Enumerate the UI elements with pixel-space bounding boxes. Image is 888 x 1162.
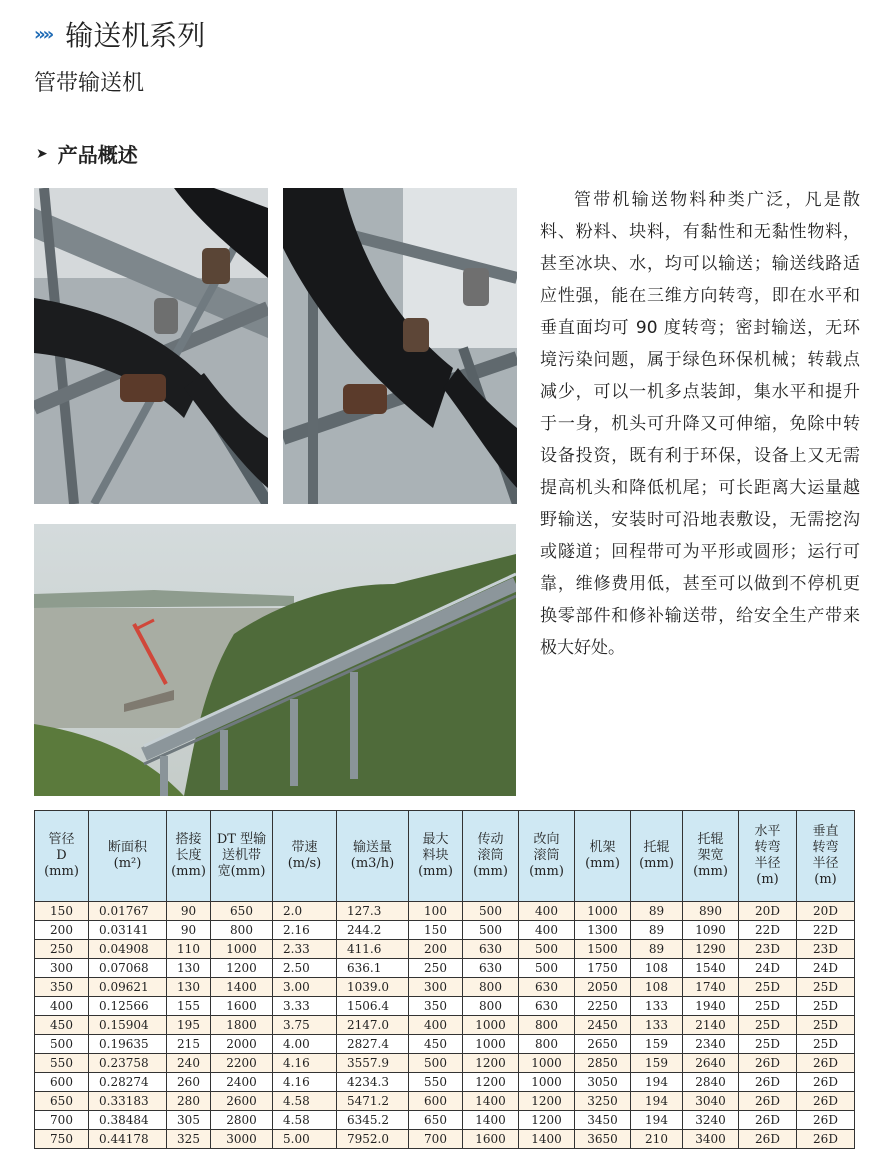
table-cell: 2340 [683,1035,739,1054]
table-cell: 1000 [211,940,273,959]
table-cell: 2840 [683,1073,739,1092]
column-header-line: 长度 [175,848,202,863]
table-cell: 24D [739,959,797,978]
table-cell: 2200 [211,1054,273,1073]
table-cell: 133 [631,997,683,1016]
table-cell: 159 [631,1054,683,1073]
table-cell: 5471.2 [337,1092,409,1111]
table-row [35,978,855,997]
table-cell: 25D [797,1035,855,1054]
table-cell: 26D [739,1111,797,1130]
table-cell: 800 [463,978,519,997]
table-cell: 130 [167,978,211,997]
column-header [211,811,273,902]
page-subtitle: 管带输送机 [34,71,145,96]
table-cell: 630 [463,940,519,959]
table-row [35,921,855,940]
table-cell: 4.58 [273,1092,337,1111]
table-row [35,1035,855,1054]
table-cell: 25D [739,997,797,1016]
column-header-line: (mm) [585,856,620,871]
table-cell: 2640 [683,1054,739,1073]
column-header-line: 滚筒 [477,848,504,863]
column-header-line: 水平 [754,824,781,839]
table-cell: 90 [167,921,211,940]
column-header-line: (mm) [693,864,728,879]
table-cell: 6345.2 [337,1111,409,1130]
table-row [35,1016,855,1035]
table-cell: 325 [167,1130,211,1149]
column-header-line: 半径 [754,856,781,871]
table-cell: 194 [631,1092,683,1111]
table-cell: 0.07068 [89,959,167,978]
table-cell: 0.28274 [89,1073,167,1092]
table-cell: 650 [409,1111,463,1130]
table-cell: 1400 [463,1111,519,1130]
column-header-line: (m) [756,872,779,887]
table-cell: 130 [167,959,211,978]
table-cell: 1940 [683,997,739,1016]
table-cell: 0.23758 [89,1054,167,1073]
table-cell: 0.01767 [89,902,167,921]
table-cell: 0.04908 [89,940,167,959]
column-header-line: 滚筒 [533,848,560,863]
table-cell: 650 [35,1092,89,1111]
table-cell: 500 [463,902,519,921]
series-title [34,14,205,54]
table-cell: 26D [797,1092,855,1111]
table-cell: 3240 [683,1111,739,1130]
table-cell: 26D [797,1054,855,1073]
column-header [797,811,855,902]
table-cell: 411.6 [337,940,409,959]
table-cell: 1750 [575,959,631,978]
table-cell: 2147.0 [337,1016,409,1035]
table-cell: 500 [409,1054,463,1073]
column-header [463,811,519,902]
column-header [273,811,337,902]
table-cell: 500 [519,959,575,978]
column-header-line: (mm) [473,864,508,879]
table-cell: 350 [409,997,463,1016]
table-row [35,1092,855,1111]
table-cell: 2450 [575,1016,631,1035]
column-header-line: (m/s) [287,856,322,871]
table-cell: 1500 [575,940,631,959]
table-cell: 630 [519,978,575,997]
chevrons-icon: »» [34,23,52,45]
column-header-line: D [56,848,67,863]
table-cell: 2000 [211,1035,273,1054]
table-cell: 2.50 [273,959,337,978]
triangle-bullet-icon: ➤ [36,145,48,162]
column-header-line: 输送量 [352,840,392,855]
table-cell: 2800 [211,1111,273,1130]
table-cell: 700 [35,1111,89,1130]
table-cell: 3.75 [273,1016,337,1035]
table-cell: 26D [797,1130,855,1149]
table-cell: 2850 [575,1054,631,1073]
table-cell: 1540 [683,959,739,978]
column-header-line: 搭接 [175,832,202,847]
table-cell: 26D [797,1111,855,1130]
table-cell: 215 [167,1035,211,1054]
table-cell: 250 [409,959,463,978]
table-cell: 5.00 [273,1130,337,1149]
table-cell: 150 [409,921,463,940]
table-cell: 4.16 [273,1054,337,1073]
table-cell: 244.2 [337,921,409,940]
table-cell: 200 [409,940,463,959]
column-header-line: (mm) [44,864,79,879]
table-cell: 150 [35,902,89,921]
table-cell: 25D [797,978,855,997]
table-cell: 600 [409,1092,463,1111]
column-header [409,811,463,902]
column-header [167,811,211,902]
column-header-line: 半径 [812,856,839,871]
table-cell: 300 [35,959,89,978]
table-cell: 127.3 [337,902,409,921]
column-header-line: (mm) [529,864,564,879]
table-cell: 2140 [683,1016,739,1035]
table-cell: 2400 [211,1073,273,1092]
column-header-line: 托辊 [697,832,724,847]
table-cell: 0.15904 [89,1016,167,1035]
table-cell: 26D [797,1073,855,1092]
section-title-text: 产品概述 [57,143,138,167]
column-header-line: (mm) [639,856,674,871]
table-cell: 24D [797,959,855,978]
table-cell: 800 [519,1016,575,1035]
table-cell: 20D [797,902,855,921]
table-cell: 25D [739,978,797,997]
table-cell: 108 [631,978,683,997]
table-cell: 26D [739,1092,797,1111]
table-cell: 260 [167,1073,211,1092]
table-cell: 1039.0 [337,978,409,997]
table-cell: 800 [211,921,273,940]
table-cell: 1740 [683,978,739,997]
table-cell: 2.0 [273,902,337,921]
table-cell: 1000 [463,1035,519,1054]
table-cell: 89 [631,940,683,959]
table-cell: 0.03141 [89,921,167,940]
table-cell: 1000 [463,1016,519,1035]
column-header-line: DT 型输 [216,832,267,847]
column-header-line: 托辊 [643,840,670,855]
product-description: 管带机输送物料种类广泛，凡是散料、粉料、块料，有黏性和无黏性物料，甚至冰块、水，均可以输送；输送线路适应性强，能在三维方向转弯，即在水平和垂直面均可 90 度转弯；密封输送，无环境污染问题，属于绿色环保机械；转载点减少，可以一机多点装卸，集水平和提升于一身，机头可升降又可伸缩，免除中转设备投资，既有利于环保，设备上又无需提高机头和降低机尾；可长距离大运量越野输送，安装时可沿地表敷设，无需挖沟或隧道；回程带可为平形或圆形；运行可靠，维修费用低，甚至可以做到不停机更换零部件和修补输送带，给安全生产带来极大好处。 [540,190,860,658]
table-cell: 630 [519,997,575,1016]
table-row [35,997,855,1016]
table-cell: 1200 [463,1073,519,1092]
table-cell: 400 [519,902,575,921]
table-cell: 1200 [463,1054,519,1073]
table-cell: 650 [211,902,273,921]
table-cell: 89 [631,921,683,940]
column-header [575,811,631,902]
table-cell: 2050 [575,978,631,997]
table-cell: 1000 [575,902,631,921]
table-cell: 0.12566 [89,997,167,1016]
table-cell: 1000 [519,1054,575,1073]
table-cell: 3557.9 [337,1054,409,1073]
table-cell: 0.38484 [89,1111,167,1130]
table-cell: 1600 [463,1130,519,1149]
column-header-line: (mm) [418,864,453,879]
table-cell: 1090 [683,921,739,940]
table-cell: 630 [463,959,519,978]
table-cell: 500 [519,940,575,959]
table-cell: 26D [739,1073,797,1092]
table-cell: 400 [519,921,575,940]
series-title-text: 输送机系列 [65,19,206,52]
table-cell: 3250 [575,1092,631,1111]
column-header-line: 断面积 [107,840,147,855]
table-cell: 194 [631,1111,683,1130]
table-cell: 100 [409,902,463,921]
photo-pipe-conveyor-overland [34,524,516,796]
table-row [35,940,855,959]
table-cell: 240 [167,1054,211,1073]
table-cell: 1400 [211,978,273,997]
table-cell: 890 [683,902,739,921]
table-cell: 1200 [211,959,273,978]
table-cell: 636.1 [337,959,409,978]
column-header-line: 宽(mm) [217,864,266,879]
table-cell: 3000 [211,1130,273,1149]
table-cell: 3400 [683,1130,739,1149]
table-cell: 26D [739,1130,797,1149]
table-cell: 450 [35,1016,89,1035]
table-cell: 195 [167,1016,211,1035]
table-cell: 159 [631,1035,683,1054]
table-cell: 1300 [575,921,631,940]
table-cell: 3.00 [273,978,337,997]
table-row [35,1111,855,1130]
table-cell: 300 [409,978,463,997]
column-header [739,811,797,902]
table-cell: 2650 [575,1035,631,1054]
table-cell: 800 [463,997,519,1016]
table-cell: 2600 [211,1092,273,1111]
spec-table-header [35,811,855,902]
table-row [35,1130,855,1149]
column-header-line: 转弯 [812,840,839,855]
column-header [683,811,739,902]
table-cell: 3650 [575,1130,631,1149]
table-cell: 1400 [519,1130,575,1149]
column-header [89,811,167,902]
column-header-line: 传动 [477,832,504,847]
column-header [337,811,409,902]
table-cell: 0.44178 [89,1130,167,1149]
table-cell: 200 [35,921,89,940]
table-cell: 0.09621 [89,978,167,997]
table-cell: 1200 [519,1092,575,1111]
table-cell: 800 [519,1035,575,1054]
table-cell: 2.33 [273,940,337,959]
table-cell: 2.16 [273,921,337,940]
column-header-line: 管径 [48,832,75,847]
table-cell: 4.16 [273,1073,337,1092]
table-cell: 90 [167,902,211,921]
table-cell: 500 [463,921,519,940]
table-cell: 3040 [683,1092,739,1111]
table-cell: 2250 [575,997,631,1016]
table-cell: 110 [167,940,211,959]
table-cell: 500 [35,1035,89,1054]
column-header [631,811,683,902]
table-cell: 450 [409,1035,463,1054]
table-cell: 1600 [211,997,273,1016]
column-header-line: (m) [814,872,837,887]
table-cell: 20D [739,902,797,921]
table-cell: 26D [739,1054,797,1073]
column-header [35,811,89,902]
table-cell: 23D [797,940,855,959]
table-cell: 1200 [519,1111,575,1130]
table-cell: 89 [631,902,683,921]
column-header-line: 机架 [589,840,616,855]
table-row [35,1073,855,1092]
table-cell: 1000 [519,1073,575,1092]
table-cell: 400 [35,997,89,1016]
table-cell: 600 [35,1073,89,1092]
table-cell: 1800 [211,1016,273,1035]
table-cell: 7952.0 [337,1130,409,1149]
table-cell: 750 [35,1130,89,1149]
photo-pipe-conveyor-closeup-1 [34,188,268,504]
table-cell: 305 [167,1111,211,1130]
section-title [36,139,138,168]
table-cell: 700 [409,1130,463,1149]
column-header-line: 料块 [422,848,449,863]
table-cell: 25D [797,997,855,1016]
table-cell: 550 [35,1054,89,1073]
column-header-line: 架宽 [697,848,724,863]
table-cell: 280 [167,1092,211,1111]
table-cell: 1506.4 [337,997,409,1016]
table-cell: 3050 [575,1073,631,1092]
column-header-line: (m²) [113,856,142,871]
table-cell: 550 [409,1073,463,1092]
table-cell: 22D [797,921,855,940]
table-cell: 350 [35,978,89,997]
table-cell: 108 [631,959,683,978]
table-cell: 23D [739,940,797,959]
table-cell: 4.00 [273,1035,337,1054]
table-cell: 1290 [683,940,739,959]
table-cell: 250 [35,940,89,959]
column-header-line: 改向 [533,832,560,847]
column-header-line: 转弯 [754,840,781,855]
table-cell: 4.58 [273,1111,337,1130]
table-cell: 194 [631,1073,683,1092]
table-cell: 133 [631,1016,683,1035]
column-header-line: (m3/h) [350,856,395,871]
table-cell: 25D [739,1035,797,1054]
column-header-line: 最大 [422,832,449,847]
table-cell: 22D [739,921,797,940]
table-cell: 0.19635 [89,1035,167,1054]
table-cell: 210 [631,1130,683,1149]
photo-pipe-conveyor-closeup-2 [283,188,517,504]
table-cell: 1400 [463,1092,519,1111]
table-row [35,902,855,921]
table-cell: 400 [409,1016,463,1035]
column-header [519,811,575,902]
column-header-line: 送机带 [221,848,261,863]
table-cell: 4234.3 [337,1073,409,1092]
table-cell: 2827.4 [337,1035,409,1054]
table-cell: 0.33183 [89,1092,167,1111]
table-cell: 25D [797,1016,855,1035]
spec-table [34,810,855,1149]
table-row [35,1054,855,1073]
column-header-line: (mm) [171,864,206,879]
table-row [35,959,855,978]
table-cell: 3450 [575,1111,631,1130]
column-header-line: 带速 [291,840,318,855]
table-cell: 25D [739,1016,797,1035]
column-header-line: 垂直 [812,824,839,839]
table-cell: 155 [167,997,211,1016]
table-cell: 3.33 [273,997,337,1016]
